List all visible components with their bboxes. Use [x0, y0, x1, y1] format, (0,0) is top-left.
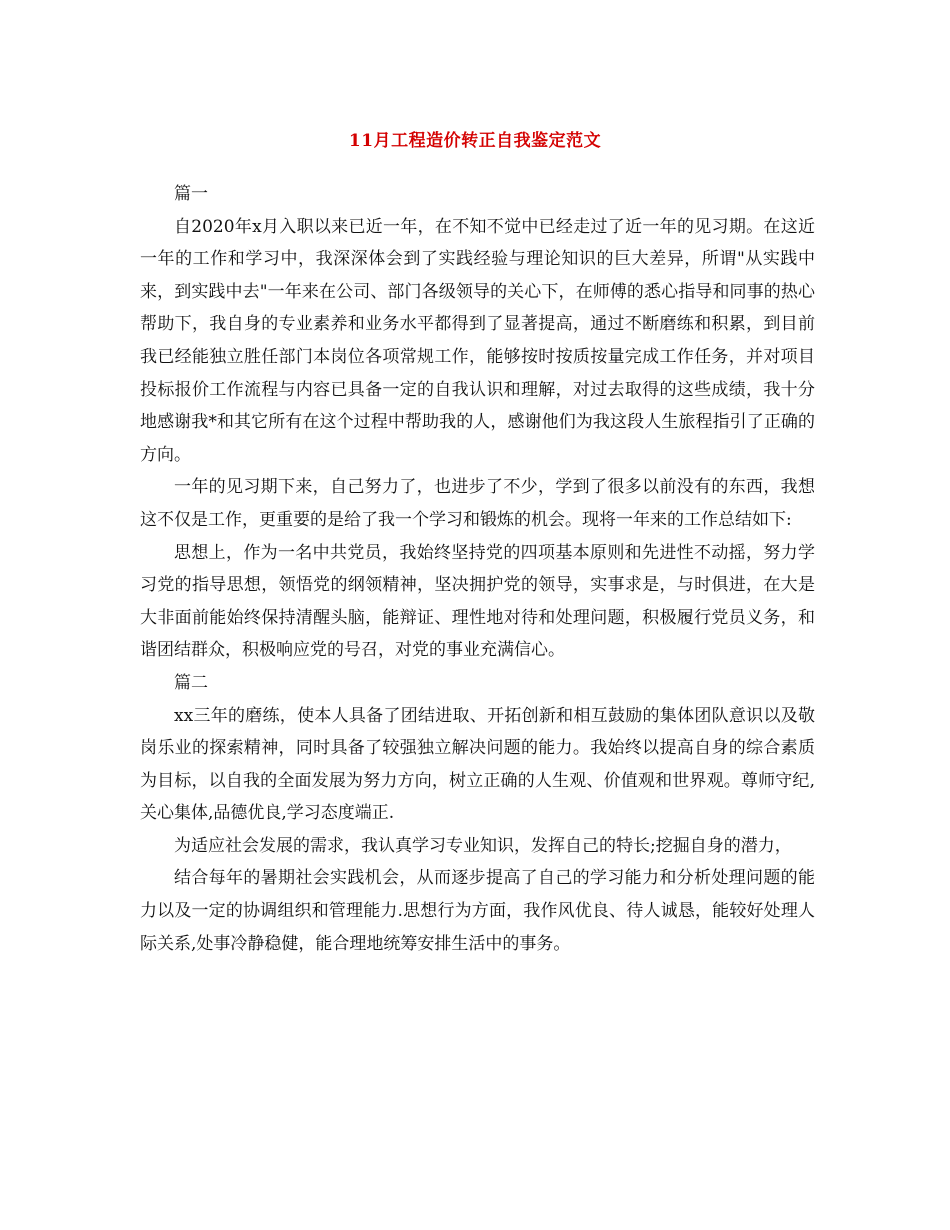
document-body	[140, 178, 815, 960]
paragraph: 自2020年x月入职以来已近一年，在不知不觉中已经走过了近一年的见习期。在这近一年的工作和学习中，我深深体会到了实践经验与理论知识的巨大差异，所谓"从实践中来，到实践中去"一年来在公司、部门各级领导的关心下，在师傅的悉心指导和同事的热心帮助下，我自身的专业素养和业务水平都得到了显著提高，通过不断磨练和积累，到目前我已经能独立胜任部门本岗位各项常规工作，能够按时按质按量完成工作任务，并对项目投标报价工作流程与内容已具备一定的自我认识和理解，对过去取得的这些成绩，我十分地感谢我*和其它所有在这个过程中帮助我的人，感谢他们为我这段人生旅程指引了正确的方向。	[140, 216, 815, 465]
paragraph: 为适应社会发展的需求，我认真学习专业知识，发挥自己的特长;挖掘自身的潜力，	[174, 835, 792, 856]
document-title: 11月工程造价转正自我鉴定范文	[348, 131, 602, 151]
paragraph: 一年的见习期下来，自己努力了，也进步了不少，学到了很多以前没有的东西，我想这不仅是工作，更重要的是给了我一个学习和锻炼的机会。现将一年来的工作总结如下:	[140, 477, 815, 530]
section-heading-2: 篇二	[174, 672, 208, 693]
paragraph: 思想上，作为一名中共党员，我始终坚持党的四项基本原则和先进性不动摇，努力学习党的指导思想，领悟党的纲领精神，坚决拥护党的领导，实事求是，与时俱进，在大是大非面前能始终保持清醒头脑，能辩证、理性地对待和处理问题，积极履行党员义务，和谐团结群众，积极响应党的号召，对党的事业充满信心。	[140, 542, 815, 661]
paragraph: xx三年的磨练，使本人具备了团结进取、开拓创新和相互鼓励的集体团队意识以及敬岗乐业的探索精神，同时具备了较强独立解决问题的能力。我始终以提高自身的综合素质为目标，以自我的全面发展为努力方向，树立正确的人生观、价值观和世界观。尊师守纪,关心集体,品德优良,学习态度端正.	[140, 705, 815, 824]
paragraph: 结合每年的暑期社会实践机会，从而逐步提高了自己的学习能力和分析处理问题的能力以及一定的协调组织和管理能力.思想行为方面，我作风优良、待人诚恳，能较好处理人际关系,处事冷静稳健，能合理地统筹安排生活中的事务。	[140, 868, 815, 954]
section-heading-1: 篇一	[174, 184, 208, 204]
